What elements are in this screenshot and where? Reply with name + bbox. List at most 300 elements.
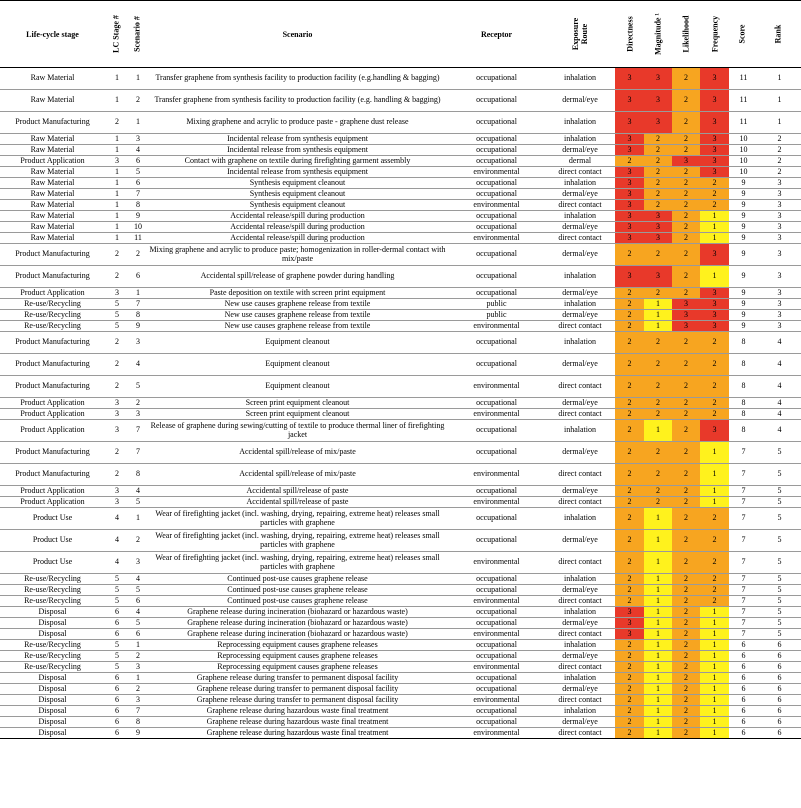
receptor-cell: occupational [476,337,517,347]
receptor-cell: environmental [473,661,520,671]
frequency-cell: 1 [700,651,729,662]
rank-cell: 6 [777,639,782,649]
table-row [0,90,801,112]
table-row [0,145,801,156]
rank-cell: 3 [777,298,782,308]
frequency-cell: 3 [700,145,729,156]
score-cell: 7 [741,469,746,479]
receptor-cell: occupational [476,705,517,715]
receptor-cell: occupational [476,617,517,627]
score-cell: 9 [741,188,746,198]
lifecycle-stage-cell: Product Use [32,535,73,545]
receptor-cell: occupational [476,359,517,369]
magnitude-cell: 2 [644,156,672,167]
receptor-cell: environmental [473,166,520,176]
directness-cell: 2 [615,717,644,728]
frequency-cell: 1 [700,618,729,629]
rank-cell: 2 [777,155,782,165]
magnitude-cell: 2 [644,167,672,178]
table-row [0,288,801,299]
magnitude-cell: 1 [644,695,672,706]
score-cell: 7 [741,496,746,506]
scenario-cell: Accidental spill/release of paste [246,496,349,506]
scenario-cell: Continued post-use causes graphene release [227,573,368,583]
exposure-route-cell: dermal/eye [562,221,598,231]
magnitude-cell: 2 [644,332,672,354]
scenario-cell: Wear of firefighting jacket (incl. washing, drying, repairing, extreme heat) releases small particles with graphene [155,553,440,571]
lc-stage-cell: 6 [115,606,119,616]
frequency-cell: 2 [700,574,729,585]
score-cell: 6 [741,650,746,660]
table-row [0,684,801,695]
rank-cell: 3 [777,232,782,242]
header-row [0,1,801,68]
rank-cell: 5 [777,557,782,567]
lc-stage-cell: 6 [115,683,119,693]
score-cell: 9 [741,309,746,319]
table-row [0,574,801,585]
lifecycle-stage-cell: Re-use/Recycling [24,309,81,319]
exposure-route-cell: direct contact [558,199,602,209]
rank-cell: 5 [777,628,782,638]
exposure-route-cell: inhalation [564,117,596,127]
scenario-number-cell: 2 [136,95,140,105]
rank-cell: 5 [777,617,782,627]
receptor-cell: occupational [476,221,517,231]
scenario-number-cell: 1 [136,73,140,83]
likelihood-cell: 2 [672,552,700,574]
lifecycle-stage-cell: Raw Material [30,199,75,209]
scenario-number-cell: 7 [136,298,140,308]
receptor-cell: occupational [476,249,517,259]
scenario-cell: Incidental release from synthesis equipment [227,133,368,143]
exposure-route-cell: dermal/eye [562,287,598,297]
scenario-number-cell: 4 [136,573,140,583]
frequency-cell: 3 [700,134,729,145]
scenario-number-cell: 3 [136,557,140,567]
magnitude-cell: 1 [644,607,672,618]
directness-cell: 2 [615,310,644,321]
receptor-cell: occupational [476,425,517,435]
rank-cell: 3 [777,177,782,187]
lifecycle-stage-cell: Product Application [20,496,85,506]
likelihood-cell: 2 [672,497,700,508]
lc-stage-cell: 6 [115,617,119,627]
scenario-cell: Graphene release during transfer to permanent disposal facility [196,694,399,704]
exposure-route-cell: inhalation [564,271,596,281]
frequency-cell: 2 [700,178,729,189]
header-exposure-route: Exposure Route [545,1,615,68]
exposure-route-cell: inhalation [564,177,596,187]
scenario-cell: Accidental release/spill during production [230,221,365,231]
scenario-number-cell: 2 [136,397,140,407]
lc-stage-cell: 2 [115,271,119,281]
score-cell: 8 [741,337,746,347]
directness-cell: 2 [615,332,644,354]
scenario-cell: Equipment cleanout [265,359,330,369]
directness-cell: 3 [615,222,644,233]
frequency-cell: 1 [700,486,729,497]
receptor-cell: environmental [473,694,520,704]
frequency-cell: 2 [700,200,729,211]
exposure-route-cell: dermal/eye [562,95,598,105]
likelihood-cell: 2 [672,222,700,233]
scenario-cell: Equipment cleanout [265,337,330,347]
receptor-cell: environmental [473,496,520,506]
exposure-route-cell: dermal/eye [562,535,598,545]
score-cell: 6 [741,672,746,682]
lc-stage-cell: 5 [115,661,119,671]
lc-stage-cell: 1 [115,210,119,220]
frequency-cell: 3 [700,288,729,299]
exposure-route-cell: dermal/eye [562,584,598,594]
magnitude-cell: 2 [644,442,672,464]
lc-stage-cell: 5 [115,298,119,308]
rank-cell: 3 [777,320,782,330]
likelihood-cell: 2 [672,145,700,156]
likelihood-cell: 2 [672,112,700,134]
lifecycle-stage-cell: Disposal [38,628,67,638]
receptor-cell: occupational [476,133,517,143]
frequency-cell: 2 [700,585,729,596]
scenario-number-cell: 3 [136,337,140,347]
rank-cell: 4 [777,425,782,435]
magnitude-cell: 2 [644,409,672,420]
table-row [0,244,801,266]
lifecycle-stage-cell: Product Use [32,557,73,567]
rank-cell: 3 [777,249,782,259]
scenario-cell: Accidental spill/release of graphene powder during handling [200,271,395,281]
magnitude-cell: 2 [644,178,672,189]
rank-cell: 3 [777,199,782,209]
score-cell: 11 [739,95,748,105]
likelihood-cell: 2 [672,211,700,222]
exposure-route-cell: dermal/eye [562,447,598,457]
likelihood-cell: 2 [672,662,700,673]
likelihood-cell: 2 [672,640,700,651]
likelihood-cell: 2 [672,442,700,464]
score-cell: 9 [741,232,746,242]
scenario-cell: Accidental spill/release of mix/paste [239,469,356,479]
directness-cell: 2 [615,464,644,486]
lifecycle-stage-cell: Product Application [20,485,85,495]
lc-stage-cell: 2 [115,381,119,391]
receptor-cell: environmental [473,628,520,638]
scenario-number-cell: 9 [136,210,140,220]
lifecycle-stage-cell: Raw Material [30,73,75,83]
exposure-route-cell: inhalation [564,573,596,583]
lifecycle-stage-cell: Product Use [32,513,73,523]
scenario-cell: Contact with graphene on textile during firefighting garment assembly [184,155,411,165]
score-cell: 7 [741,628,746,638]
magnitude-cell: 2 [644,464,672,486]
scenario-number-cell: 8 [136,469,140,479]
lc-stage-cell: 2 [115,447,119,457]
receptor-cell: occupational [476,683,517,693]
score-cell: 7 [741,595,746,605]
magnitude-cell: 2 [644,134,672,145]
directness-cell: 2 [615,409,644,420]
directness-cell: 3 [615,618,644,629]
score-cell: 9 [741,249,746,259]
frequency-cell: 2 [700,332,729,354]
frequency-cell: 3 [700,310,729,321]
score-cell: 10 [739,166,748,176]
frequency-cell: 2 [700,189,729,200]
scenario-number-cell: 7 [136,705,140,715]
frequency-cell: 3 [700,167,729,178]
exposure-route-cell: direct contact [558,166,602,176]
exposure-route-cell: direct contact [558,628,602,638]
table-row [0,68,801,90]
directness-cell: 2 [615,552,644,574]
lc-stage-cell: 1 [115,221,119,231]
score-cell: 10 [739,155,748,165]
scenario-cell: New use causes graphene release from textile [224,298,371,308]
header-score: Score [729,1,755,68]
scenario-number-cell: 5 [136,166,140,176]
frequency-cell: 1 [700,640,729,651]
lifecycle-stage-cell: Disposal [38,606,67,616]
rank-cell: 3 [777,287,782,297]
lc-stage-cell: 5 [115,650,119,660]
rank-cell: 2 [777,166,782,176]
rank-cell: 3 [777,210,782,220]
frequency-cell: 1 [700,266,729,288]
lifecycle-stage-cell: Re-use/Recycling [24,595,81,605]
scenario-cell: Mixing graphene and acrylic to produce paste - graphene dust release [186,117,409,127]
frequency-cell: 1 [700,695,729,706]
lifecycle-stage-cell: Disposal [38,705,67,715]
lc-stage-cell: 3 [115,408,119,418]
lc-stage-cell: 3 [115,485,119,495]
magnitude-cell: 2 [644,145,672,156]
rank-cell: 6 [777,661,782,671]
rank-cell: 3 [777,221,782,231]
exposure-route-cell: inhalation [564,337,596,347]
frequency-cell: 1 [700,497,729,508]
receptor-cell: occupational [476,650,517,660]
scenario-cell: Equipment cleanout [265,381,330,391]
frequency-cell: 1 [700,728,729,739]
lifecycle-stage-cell: Product Application [20,425,85,435]
frequency-cell: 3 [700,321,729,332]
receptor-cell: occupational [476,177,517,187]
receptor-cell: occupational [476,672,517,682]
receptor-cell: occupational [476,210,517,220]
receptor-cell: occupational [476,144,517,154]
likelihood-cell: 3 [672,299,700,310]
likelihood-cell: 2 [672,167,700,178]
frequency-cell: 1 [700,222,729,233]
header-lc-stage: LC Stage # [105,1,126,68]
magnitude-cell: 2 [644,354,672,376]
receptor-cell: occupational [476,485,517,495]
scenario-number-cell: 2 [136,650,140,660]
scenario-cell: Graphene release during hazardous waste final treatment [206,727,389,737]
score-cell: 7 [741,535,746,545]
directness-cell: 3 [615,233,644,244]
score-cell: 6 [741,639,746,649]
score-cell: 6 [741,683,746,693]
magnitude-cell: 1 [644,651,672,662]
table-row [0,464,801,486]
table-row [0,321,801,332]
magnitude-cell: 1 [644,596,672,607]
score-cell: 6 [741,727,746,737]
scenario-cell: Incidental release from synthesis equipment [227,144,368,154]
lifecycle-stage-cell: Re-use/Recycling [24,584,81,594]
score-cell: 9 [741,320,746,330]
table-row [0,497,801,508]
lifecycle-stage-cell: Disposal [38,617,67,627]
scenario-cell: New use causes graphene release from textile [224,309,371,319]
scenario-number-cell: 3 [136,661,140,671]
exposure-route-cell: dermal/eye [562,683,598,693]
lc-stage-cell: 1 [115,232,119,242]
scenario-number-cell: 7 [136,188,140,198]
table-row [0,442,801,464]
score-cell: 10 [739,133,748,143]
exposure-route-cell: inhalation [564,73,596,83]
directness-cell: 2 [615,354,644,376]
directness-cell: 3 [615,266,644,288]
scenario-number-cell: 6 [136,271,140,281]
likelihood-cell: 2 [672,684,700,695]
rank-cell: 6 [777,650,782,660]
scenario-cell: Transfer graphene from synthesis facility to production facility (e.g.handling & bagging) [155,73,440,83]
frequency-cell: 2 [700,596,729,607]
exposure-route-cell: direct contact [558,727,602,737]
scenario-number-cell: 8 [136,199,140,209]
frequency-cell: 1 [700,233,729,244]
frequency-cell: 1 [700,717,729,728]
frequency-cell: 2 [700,354,729,376]
frequency-cell: 3 [700,112,729,134]
rank-cell: 2 [777,133,782,143]
score-cell: 9 [741,210,746,220]
directness-cell: 2 [615,398,644,409]
score-cell: 9 [741,221,746,231]
table-row [0,134,801,145]
scenario-cell: Graphene release during incineration (biohazard or hazardous waste) [187,606,408,616]
receptor-cell: occupational [476,397,517,407]
lifecycle-stage-cell: Disposal [38,683,67,693]
directness-cell: 2 [615,244,644,266]
scenario-cell: Graphene release during transfer to permanent disposal facility [196,672,399,682]
rank-cell: 5 [777,513,782,523]
likelihood-cell: 2 [672,134,700,145]
exposure-route-cell: dermal/eye [562,359,598,369]
scenario-cell: Graphene release during incineration (biohazard or hazardous waste) [187,617,408,627]
exposure-route-cell: inhalation [564,298,596,308]
magnitude-cell: 1 [644,420,672,442]
lc-stage-cell: 2 [115,469,119,479]
exposure-route-cell: direct contact [558,694,602,704]
table-row [0,651,801,662]
lc-stage-cell: 5 [115,584,119,594]
magnitude-cell: 1 [644,629,672,640]
directness-cell: 3 [615,90,644,112]
score-cell: 8 [741,381,746,391]
scenario-number-cell: 5 [136,584,140,594]
likelihood-cell: 2 [672,409,700,420]
lc-stage-cell: 3 [115,397,119,407]
scenario-number-cell: 7 [136,425,140,435]
lifecycle-stage-cell: Re-use/Recycling [24,573,81,583]
lc-stage-cell: 3 [115,496,119,506]
scenario-cell: Accidental release/spill during production [230,232,365,242]
score-cell: 9 [741,199,746,209]
receptor-cell: environmental [473,408,520,418]
frequency-cell: 1 [700,629,729,640]
magnitude-cell: 3 [644,112,672,134]
directness-cell: 3 [615,134,644,145]
lifecycle-stage-cell: Product Application [20,408,85,418]
magnitude-cell: 2 [644,189,672,200]
likelihood-cell: 3 [672,321,700,332]
score-cell: 6 [741,694,746,704]
lc-stage-cell: 6 [115,672,119,682]
frequency-cell: 2 [700,409,729,420]
lc-stage-cell: 5 [115,573,119,583]
exposure-route-cell: inhalation [564,210,596,220]
score-cell: 7 [741,557,746,567]
magnitude-cell: 1 [644,706,672,717]
receptor-cell: occupational [476,73,517,83]
lc-stage-cell: 1 [115,199,119,209]
table-row [0,178,801,189]
likelihood-cell: 2 [672,673,700,684]
lc-stage-cell: 2 [115,359,119,369]
receptor-cell: occupational [476,535,517,545]
exposure-route-cell: dermal/eye [562,485,598,495]
directness-cell: 2 [615,651,644,662]
exposure-route-cell: direct contact [558,557,602,567]
exposure-route-cell: direct contact [558,595,602,605]
scenario-number-cell: 1 [136,513,140,523]
exposure-route-cell: inhalation [564,133,596,143]
table-row [0,486,801,497]
table-row [0,398,801,409]
lc-stage-cell: 5 [115,595,119,605]
magnitude-cell: 2 [644,200,672,211]
exposure-route-cell: inhalation [564,705,596,715]
table-row [0,189,801,200]
scenario-cell: Paste deposition on textile with screen print equipment [209,287,386,297]
lc-stage-cell: 3 [115,287,119,297]
likelihood-cell: 2 [672,728,700,739]
likelihood-cell: 2 [672,530,700,552]
magnitude-cell: 3 [644,211,672,222]
scenario-number-cell: 1 [136,287,140,297]
lifecycle-stage-cell: Re-use/Recycling [24,639,81,649]
rank-cell: 4 [777,337,782,347]
scenario-number-cell: 8 [136,716,140,726]
magnitude-cell: 1 [644,662,672,673]
table-row [0,222,801,233]
likelihood-cell: 2 [672,420,700,442]
scenario-number-cell: 8 [136,309,140,319]
scenario-number-cell: 3 [136,133,140,143]
receptor-cell: environmental [473,727,520,737]
receptor-cell: environmental [473,232,520,242]
receptor-cell: occupational [476,271,517,281]
scenario-cell: Screen print equipment cleanout [245,397,350,407]
score-cell: 7 [741,606,746,616]
header-scenario-number: Scenario # [126,1,147,68]
lc-stage-cell: 5 [115,639,119,649]
